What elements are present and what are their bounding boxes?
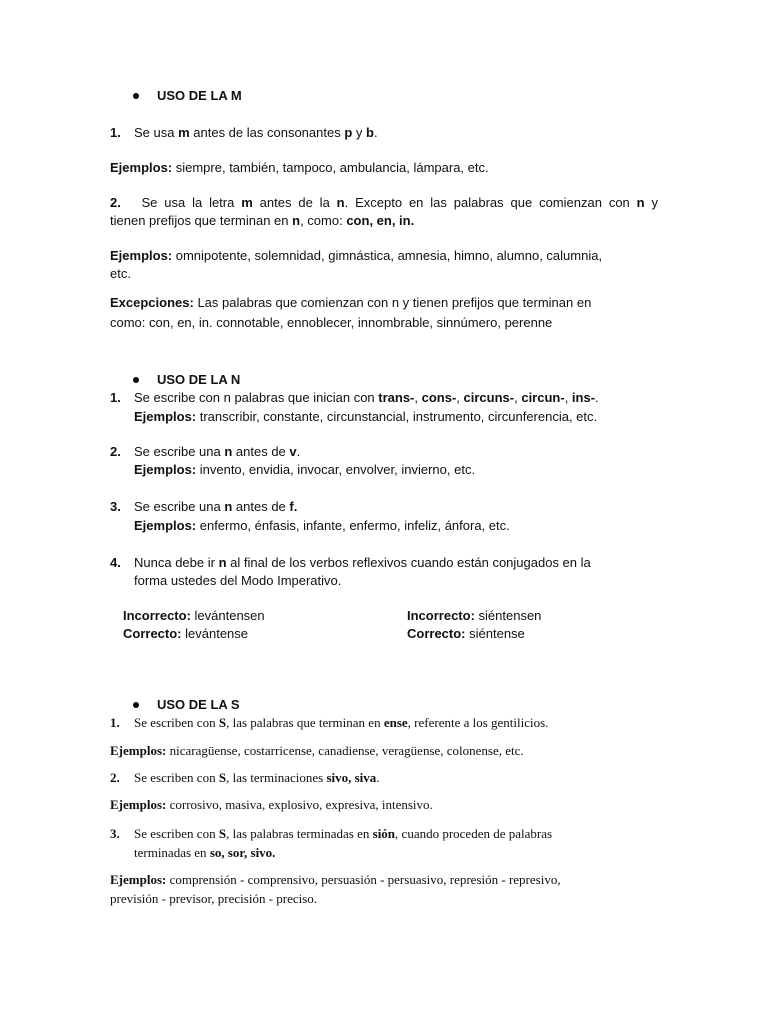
rule-number: 3. — [110, 826, 120, 841]
rule-text: Nunca debe ir n al final de los verbos reflexivos cuando están conjugados en la — [134, 555, 591, 570]
rule-text-continued: forma ustedes del Modo Imperativo. — [134, 573, 342, 588]
incorrect-example: Incorrecto: levántensen — [123, 608, 265, 623]
bullet-icon — [133, 377, 139, 383]
examples-line: Ejemplos: comprensión - comprensivo, persuasión - persuasivo, represión - represivo, — [110, 872, 561, 887]
rule-number: 4. — [110, 555, 121, 570]
rule-text: Se escribe una n antes de f. — [134, 499, 298, 514]
examples-line-continued: etc. — [110, 266, 131, 281]
rule-number: 2. — [110, 770, 120, 785]
correct-example: Correcto: siéntense — [407, 626, 525, 641]
rule-text: 2. Se usa la letra m antes de la n. Excepto en las palabras que comienzan con n y — [110, 195, 658, 210]
rule-text: Se escribe con n palabras que inician con trans-, cons-, circuns-, circun-, ins-. — [134, 390, 599, 405]
rule-text: Se escriben con S, las terminaciones sivo, siva. — [134, 770, 380, 785]
correct-example: Correcto: levántense — [123, 626, 249, 641]
section-heading-m: USO DE LA M — [157, 88, 242, 103]
rule-text: Se escriben con S, las palabras que terminan en ense, referente a los gentilicios. — [134, 715, 549, 730]
rule-number: 3. — [110, 499, 121, 514]
section-heading-n: USO DE LA N — [157, 372, 241, 387]
examples-line: Ejemplos: invento, envidia, invocar, envolver, invierno, etc. — [134, 462, 476, 477]
examples-line: Ejemplos: transcribir, constante, circunstancial, instrumento, circunferencia, etc. — [134, 409, 598, 424]
exceptions-line-continued: como: con, en, in. connotable, ennoblecer, innombrable, sinnúmero, perenne — [110, 315, 553, 330]
examples-line: Ejemplos: siempre, también, tampoco, ambulancia, lámpara, etc. — [110, 160, 489, 175]
rule-text: Se usa m antes de las consonantes p y b. — [134, 125, 378, 140]
rule-number: 1. — [110, 390, 121, 405]
rule-text: Se escriben con S, las palabras terminadas en sión, cuando proceden de palabras — [134, 826, 553, 841]
rule-text-continued: tienen prefijos que terminan en n, como: con, en, in. — [110, 213, 415, 228]
rule-text: Se escribe una n antes de v. — [134, 444, 301, 459]
rule-number: 1. — [110, 125, 121, 140]
examples-line: Ejemplos: nicaragüense, costarricense, canadiense, veragüense, colonense, etc. — [110, 743, 524, 758]
rule-text-continued: terminadas en so, sor, sivo. — [134, 845, 276, 860]
examples-line: Ejemplos: omnipotente, solemnidad, gimnástica, amnesia, himno, alumno, calumnia, — [110, 248, 603, 263]
exceptions-line: Excepciones: Las palabras que comienzan con n y tienen prefijos que terminan en — [110, 295, 592, 310]
examples-line: Ejemplos: corrosivo, masiva, explosivo, expresiva, intensivo. — [110, 797, 433, 812]
rule-number: 2. — [110, 444, 121, 459]
examples-line: Ejemplos: enfermo, énfasis, infante, enfermo, infeliz, ánfora, etc. — [134, 518, 510, 533]
examples-line-continued: previsión - previsor, precisión - preciso. — [110, 891, 318, 906]
incorrect-example: Incorrecto: siéntensen — [407, 608, 542, 623]
bullet-icon — [133, 93, 139, 99]
rule-number: 1. — [110, 715, 120, 730]
section-heading-s: USO DE LA S — [157, 697, 240, 712]
bullet-icon — [133, 702, 139, 708]
